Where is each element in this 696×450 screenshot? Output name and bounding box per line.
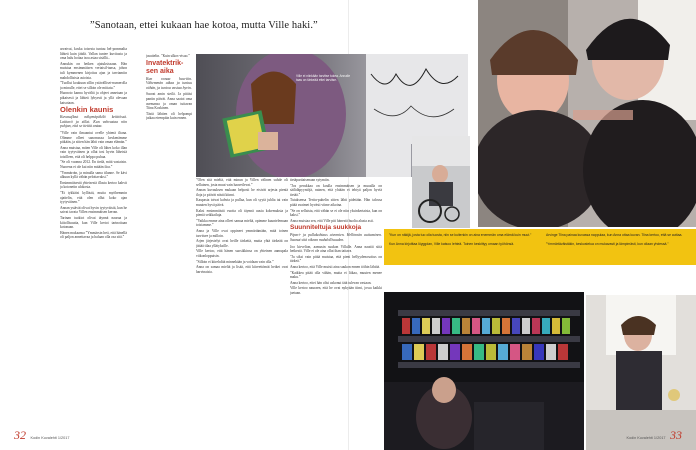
photo-wheelchair bbox=[412, 136, 470, 228]
photo-store-shelves-image bbox=[384, 292, 584, 450]
paragraph: ”Kaikkea pitää olla vähän, mutta ei liikaa, muuten menee maku.” bbox=[290, 270, 382, 280]
subheading-invatektriksen-aika: Invatektrik-sen aika bbox=[146, 59, 184, 75]
paragraph: ”Ymmärrän, ja minulla sama tilanne. Se kävi alkuun kyllä vähän pelottavaksi.” bbox=[60, 170, 127, 180]
paragraph: Joo kirvelion, aamusin suukon Villalle. Anna nauttii siitä hetkestä. Ville ei ole aina ollut ihan taitava. bbox=[290, 244, 382, 254]
pull-quote: ”Sanotaan, ettei kukaan hae kotoa, mutta Ville haki.” bbox=[90, 20, 318, 31]
subheading-suunniteltuja-suukkoja: Suunniteltuja suukkoja bbox=[290, 224, 362, 232]
paragraph: Annukin on hetken ajatuksissaan. Hän muistaa ensimmäisen vertaisil-tansa, johon tuli kymmenen kirjoitus ajan ja tarviamiin mahdollisista asioista. bbox=[60, 61, 127, 80]
photo-couple-image bbox=[478, 0, 696, 227]
photo-store-shelves bbox=[384, 292, 584, 450]
paragraph: Suorat amin steilä. Ja pitäisi pantin päivät. Anna saatoi oma asemansa ja oman tuttavan Tiina Koskinen. bbox=[146, 92, 192, 111]
paragraph: ”Jos perukkaa on koulla ensimmäisen ja muualla on säilidäpyyntöjä, nainen, että yhtään ei tehtyä paljon hyviä tietää.” bbox=[290, 183, 382, 197]
paragraph: Anna on samaa mieltä ja lisää, että kiireettömät hetket ovat harvinaisia. bbox=[196, 265, 288, 274]
text-column-4 bbox=[290, 178, 382, 436]
paragraph: ”Se oli vuonna 2012. En tiedä, mitä vastaisin. Nuorena ei ole kai niin mitään iloa.” bbox=[60, 160, 127, 170]
paragraph: ”Se on sellaista, että vähän se ei ole niin yksinkertaista, kun on kaksi.” bbox=[290, 208, 382, 218]
paragraph: Ensimmäisestä yhteisestä illasta kertoo kahvit ja kotonetin ulokosta. bbox=[60, 180, 127, 190]
paragraph: Anna kertoo, että Ville muisti aina suukon ennen töihin lähtöä. bbox=[290, 264, 381, 269]
paragraph: Anna kertoo, ettei hän olisi uskonut tätä tulevan vastaan. bbox=[290, 280, 372, 285]
paragraph: ”Ville vain ilmaantui ovelle yhtenä iltana. Olimme olleet sanomassa keskenämme pitkään, ja sitten hän lähti vain oman elämän.” bbox=[60, 130, 127, 145]
paragraph: Anna muistaa sen, että Ville piti hänestä huolta alusta asti. bbox=[290, 218, 374, 223]
subheading-olenkin-kaunis: Olenkin kaunis bbox=[60, 105, 114, 115]
paragraph: ”Tuollut koukuun sillin ystävälliset-numerolla ja minulle, ettei se silloin ole mittatu.” bbox=[60, 81, 127, 90]
page-number-left: 32 bbox=[14, 428, 26, 442]
paragraph: tietäpartiaisenaan sytymiin. bbox=[290, 178, 330, 182]
paragraph: arvatvat, koska toisesta tuntuu hel-pommalta lähteä kuin jäädä. Vallan tuntee kuvitusta ja oma halu hoitaa isoa asiaa sisällä... bbox=[60, 47, 127, 61]
paragraph: ”Olen sitä mieltä, että minun ja Villen välinen suhde oli sellainen, josta muut vain haaveilevat.” bbox=[196, 178, 288, 187]
paragraph: Ville kertoo nauraen, että he ovat nykyään tiimi, jossa kaikki jaetaan. bbox=[290, 286, 382, 295]
paragraph: Tutuksensa Terttu-puhelin sitten lähti pidetään. Hän talossa pitää avaimet hyvästi viime aikoina. bbox=[290, 198, 382, 207]
paragraph: Anna ja Ville ovat oppineet ymmärtämään, mitä toinen tarvitsee ja milloin. bbox=[196, 228, 288, 238]
footer-meta-right: Kodin Kuvalehti 1/2017 bbox=[626, 436, 666, 440]
text-column-3 bbox=[196, 178, 288, 436]
subheading-intro-4: Pipari- ja pullakohtaus aivomien. Hellinnän auttaminen. Saanut sitä oikean mahdollisuuden. bbox=[290, 233, 382, 242]
text-column-2 bbox=[146, 54, 192, 309]
paragraph: Annan kuvauksen mukaan helposti he etsivät arjesta pieniä iloja ja pitivät niistä kiinni. bbox=[196, 188, 288, 197]
paragraph: ”Ja siksi vain pitää muistaa, että pieni hellyydenosoitus on tärkeä.” bbox=[290, 254, 382, 264]
paragraph: Ville kertoo, että hänen suosikkinsa on yhteinen aamupala viikonloppuisin. bbox=[196, 249, 288, 258]
photo-couple bbox=[478, 0, 696, 227]
paragraph: Hänen mukaansa ”Ymmärsin heti, että hänellä oli paljon annettavaa ja haluan olla osa sitä.” bbox=[60, 230, 127, 240]
paragraph: Anna muistaa, miten Ville oli lähes koko illan vain tyytyväinen ja ollut tosi hyvin läheisiä toisilleen, että oli helppo puhua. bbox=[60, 145, 127, 159]
paragraph: Tästä lähtien oli helpompi jatkaa eteenpäin kuin ennen. bbox=[146, 111, 192, 121]
col2-lead: jasuttelin. ”Kuin ulkos-visuo.” bbox=[146, 54, 190, 58]
text-column-1 bbox=[60, 47, 127, 437]
paragraph: ”Et tykkäisi kyllästä, mutta myöhemmin ajattelin, että olen ollut koko ajan tyytyväinen.” bbox=[60, 191, 127, 205]
footer-meta-left: Kodin Kuvalehti 1/2017 bbox=[30, 436, 70, 440]
caption-right: Arvinge Tiina painaa kuvassa nappulaa, kun Anna ottaa kuvan. Tiina kertoo, että se auttaa. ”Ymmärtäväistäkin, keskustelua on mukavasti ja lämpimästi, kun ollaan yhdessä.” bbox=[546, 233, 683, 246]
paragraph: Tarinan tuokiot olivat täynnä naurua ja kiitollisuutta, kun Ville kertoi tarinoitaan kotonaan. bbox=[60, 216, 127, 230]
paragraph: ”Vaikka emme aina olleet samaa mieltä, opimme kuuntelemaan toisiamme.” bbox=[196, 218, 288, 228]
subheading-intro-2: Kun oonaa hau-tiin. Vähemmän aikaa ja tuntuu vähän, ja tuntoa vastaa hyvin. bbox=[146, 76, 192, 90]
page-number-right: 33 bbox=[670, 428, 682, 442]
subheading-intro: Kuvasuflaut näkymäpäkilö keittiössä. Lattiarit ja sillat. Kun vahvastaa niin puhjan, että se tietää antaa. bbox=[60, 115, 127, 129]
paragraph: Kaupasta toivat kahvia ja pullaa, kun oli syytä juhlia tai vain muuten hyvä päivä. bbox=[196, 198, 288, 207]
photo-wheelchair-image bbox=[412, 136, 470, 228]
footer-left bbox=[14, 426, 70, 444]
footer-right bbox=[626, 426, 682, 444]
paragraph: Kaksi ensimmäistä vuotta oli täynnä uusia kokemuksia ja pieniä seikkailuja. bbox=[196, 208, 288, 218]
paragraph: Arjen järjestelyt ovat heille tärkeitä, mutta yhtä tärkeää on jättää tilaa yllätyksille. bbox=[196, 239, 288, 248]
paragraph: Annan ystävät olivat hyvin tyytyväisiä, kun he saivat tavata Villen ensimmäisen kerran. bbox=[60, 205, 127, 215]
paragraph: Huonoto kanna hyvältä ja ohjeet annetaan ja pikaisesti ja lähteä lyhyesti ja yllä olevaan katsotaan. bbox=[60, 91, 127, 105]
yellow-caption-box bbox=[384, 229, 696, 265]
caption-left: ”Kun on näkijä, josta tuo olla tuosta, niin se kuitenkin on aina enemmän oma elämä kuin muut.” Kun Anna kirjoittaa löyggdan, Ville katsoo lehteä. Toinen keskittyy omaan työhönsä. bbox=[389, 233, 532, 246]
paragraph: ”Silloin ei kiirehditä minnekään ja voidaan vain olla.” bbox=[196, 259, 274, 264]
photo-caption: Ville ei niinkään tarvitse tukea. Annalle taas on tärkeää ettei tarvitse. bbox=[296, 74, 351, 82]
